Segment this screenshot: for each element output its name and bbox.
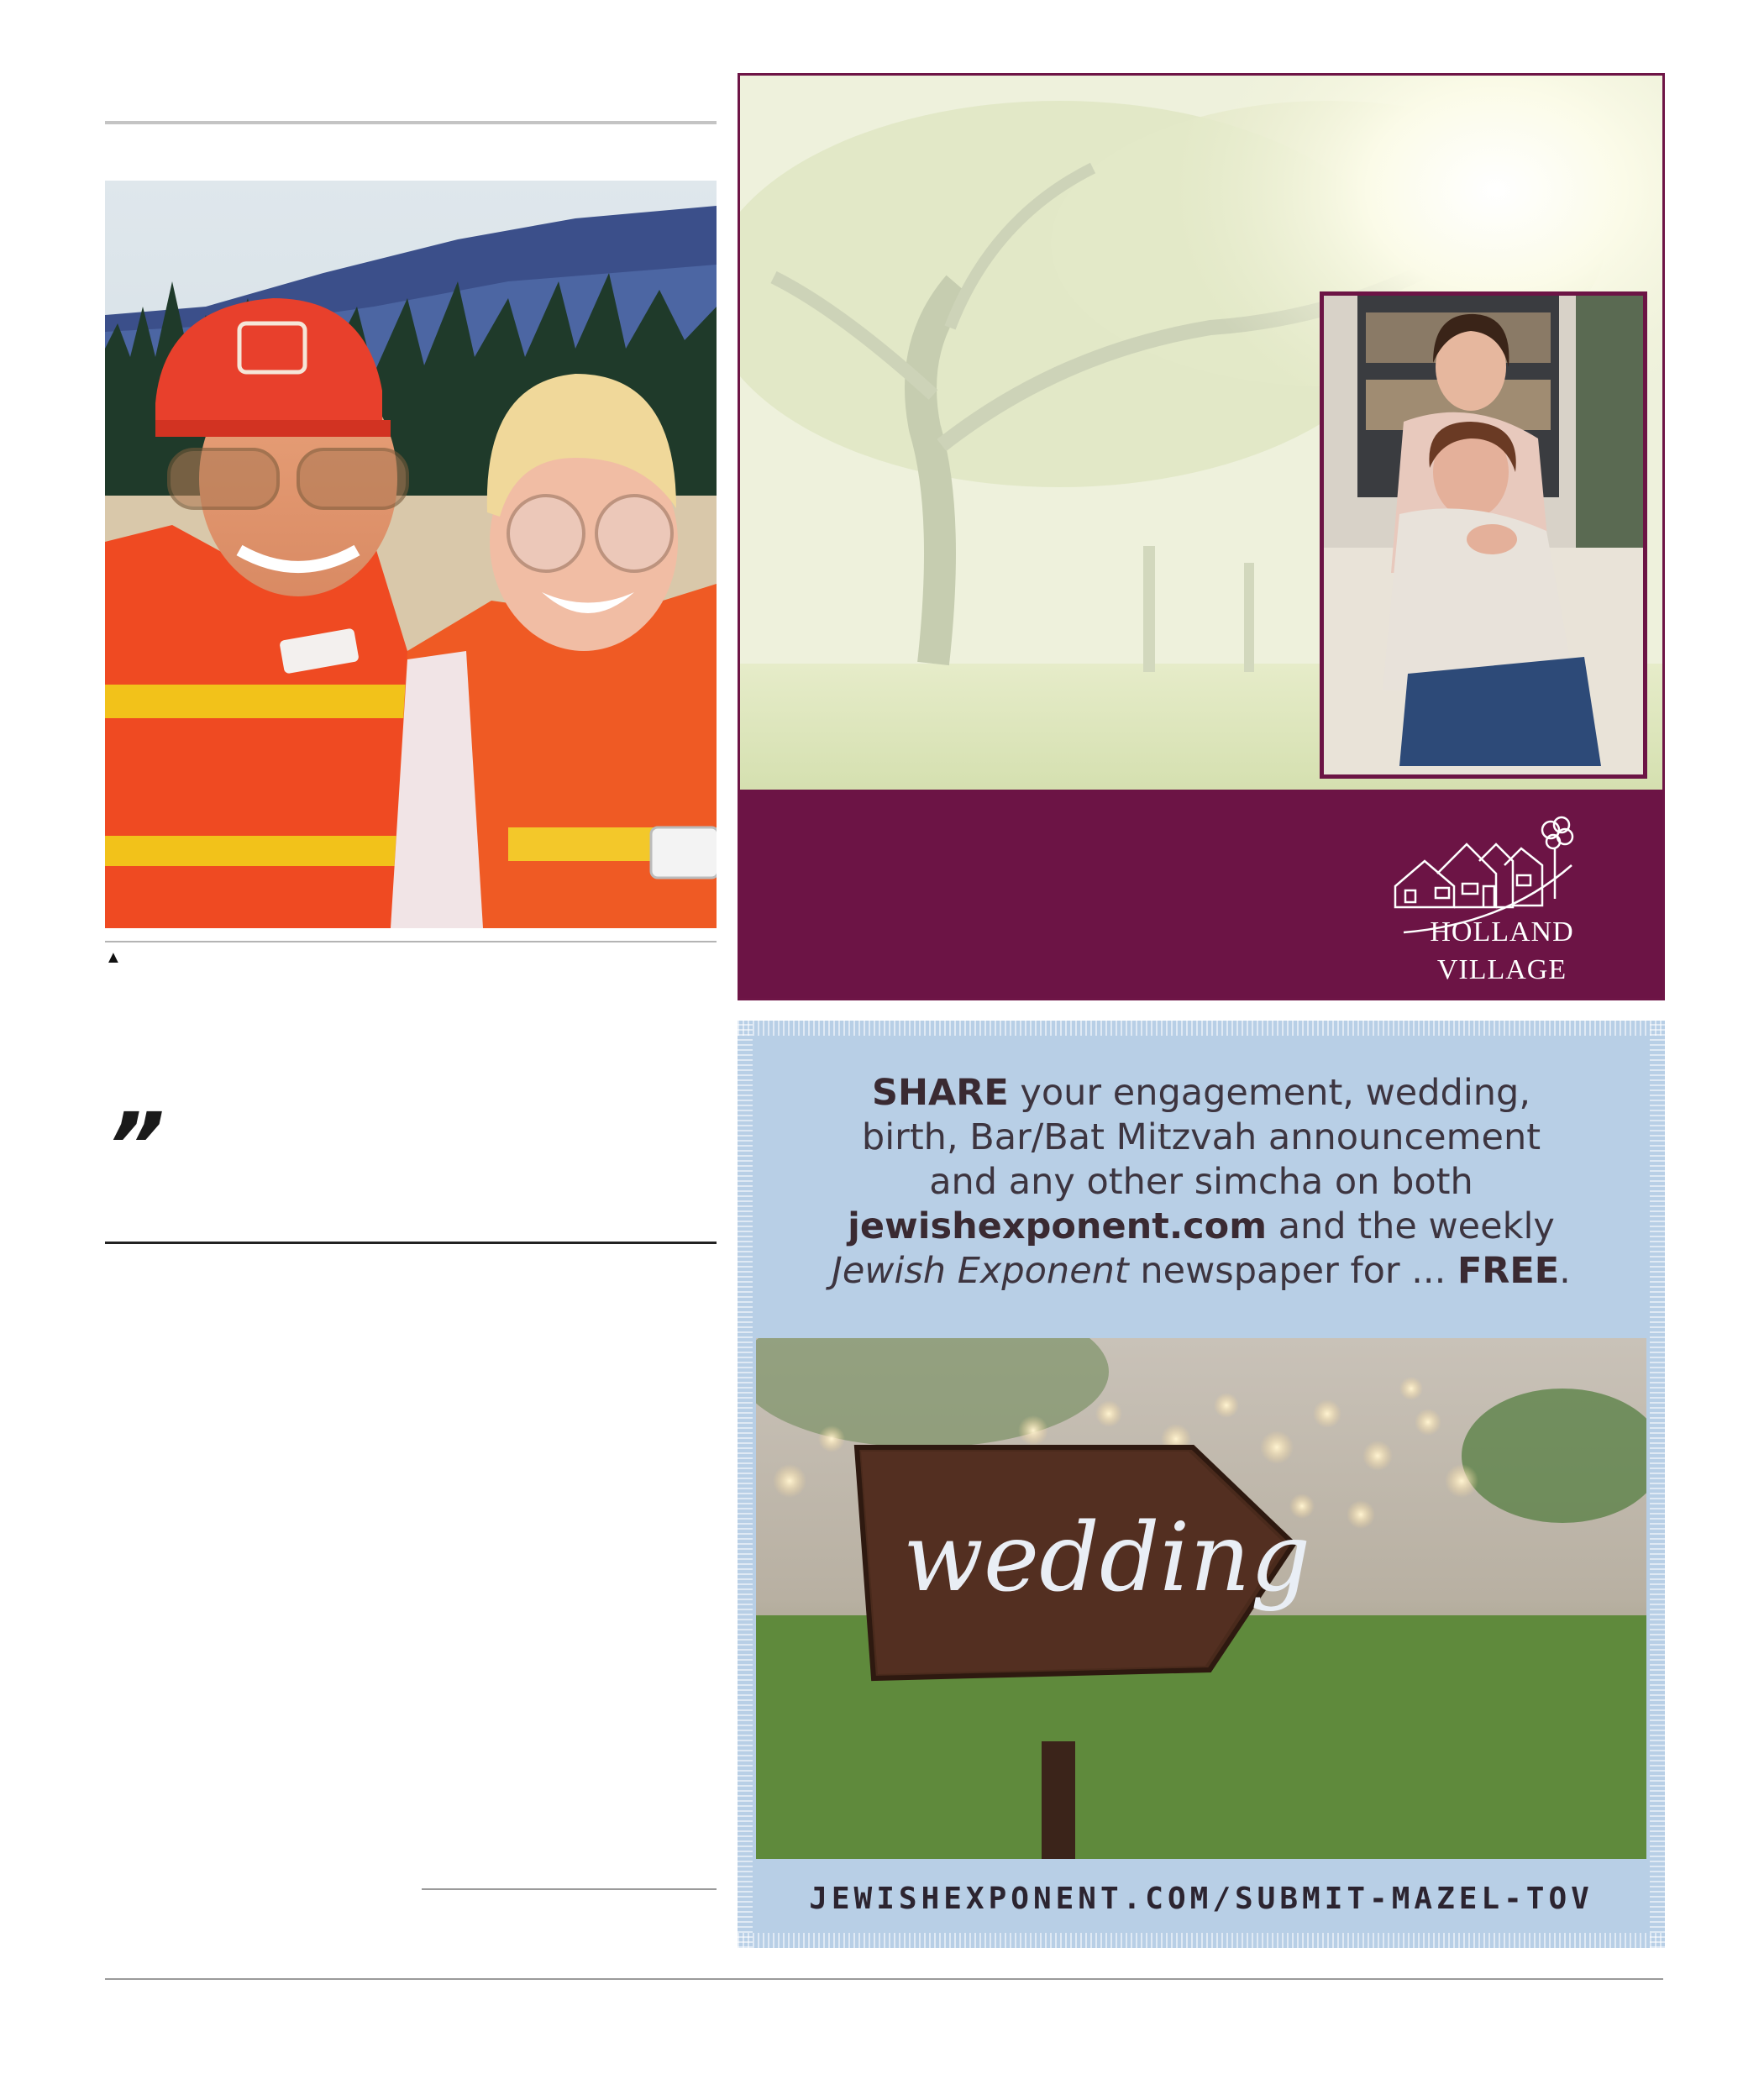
mother-daughter-photo	[1320, 291, 1647, 779]
copy-line-1-text: your engagement, wedding,	[1008, 1072, 1531, 1114]
wedding-sign-photo	[756, 1338, 1646, 1859]
submit-url-link[interactable]: JEWISHEXPONENT.COM/SUBMIT-MAZEL-TOV	[809, 1882, 1593, 1916]
top-rule	[105, 121, 717, 124]
holland-village-ad[interactable]	[738, 73, 1665, 1000]
share-word: SHARE	[871, 1072, 1009, 1114]
sign-wedding-text: wedding	[903, 1504, 1311, 1613]
holland-village-logo-line2: VILLAGE	[1436, 954, 1567, 985]
couple-rafting-photo	[105, 181, 717, 928]
holland-village-logo-line1: HOLLAND	[1430, 916, 1574, 948]
copy-line-5-text: newspaper for ...	[1128, 1250, 1457, 1292]
mazel-tov-copy	[738, 1071, 1665, 1294]
copy-line-4	[738, 1205, 1665, 1249]
copy-line-1	[738, 1071, 1665, 1116]
pull-quote-rule	[105, 1242, 717, 1244]
pull-quote-mark: ”	[92, 1093, 171, 1200]
copy-period: .	[1559, 1250, 1571, 1292]
paper-name: Jewish Exponent	[832, 1250, 1129, 1292]
copy-line-3: and any other simcha on both	[929, 1161, 1473, 1203]
footer-rule	[105, 1978, 1663, 1980]
ad-border-bottom	[738, 1933, 1665, 1948]
copy-line-4-text: and the weekly	[1267, 1205, 1555, 1247]
caption-rule	[105, 941, 717, 942]
byline-rule	[422, 1888, 717, 1890]
ad-border-top	[738, 1021, 1665, 1036]
free-word: FREE	[1457, 1250, 1560, 1292]
copy-line-5	[738, 1249, 1665, 1294]
caption-triangle-icon: ▲	[105, 948, 122, 967]
copy-line-2: birth, Bar/Bat Mitzvah announcement	[861, 1116, 1541, 1158]
site-name: jewishexponent.com	[848, 1205, 1268, 1247]
mazel-tov-ad[interactable]	[738, 1021, 1665, 1948]
